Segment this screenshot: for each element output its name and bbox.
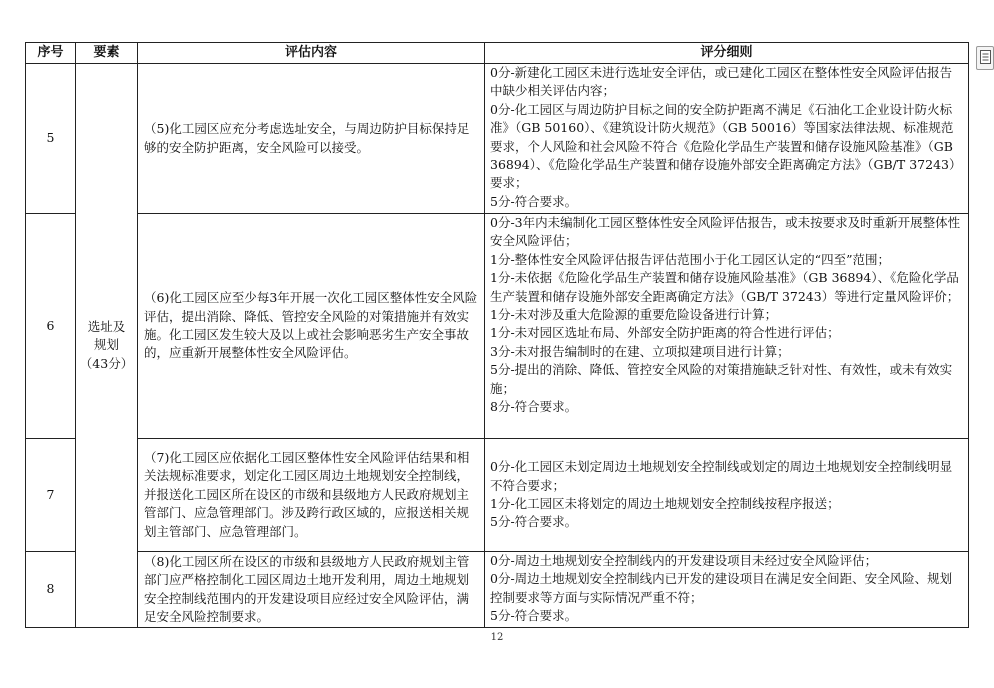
row-number: 8 — [26, 552, 76, 628]
rule-item: 1分-未对园区选址布局、外部安全防护距离的符合性进行评估； — [490, 325, 840, 341]
row-number: 6 — [26, 214, 76, 439]
table-header-row — [26, 43, 969, 64]
rule-item: 0分-3年内未编制化工园区整体性安全风险评估报告，或未按要求及时重新开展整体性安全风险评估； — [490, 215, 961, 249]
rule-item: 3分-未对报告编制时的在建、立项拟建项目进行计算； — [490, 343, 790, 359]
header-content: 评估内容 — [138, 43, 485, 64]
element-score: （43分） — [79, 355, 134, 371]
row-number: 5 — [26, 64, 76, 214]
rule-item: 1分-未对涉及重大危险源的重要危险设备进行计算； — [490, 307, 778, 323]
document-icon — [980, 50, 991, 64]
element-line: 选址及 — [87, 318, 126, 334]
evaluation-table — [25, 42, 969, 628]
rule-item: 5分-符合要求。 — [490, 514, 578, 530]
rule-item: 1分-未依据《危险化学品生产装置和储存设施风险基准》（GB 36894）、《危险化学品生产装置和储存设施外部安全距离确定方法》（GB/T 37243）等进行定量风险评价； — [490, 270, 960, 304]
page-number: 12 — [490, 632, 504, 643]
rule-item: 0分-周边土地规划安全控制线内的开发建设项目未经过安全风险评估； — [490, 553, 878, 568]
evaluation-content: （6)化工园区应至少每3年开展一次化工园区整体性安全风险评估，提出消除、降低、管控安全风险的对策措施并有效实施。化工园区发生较大及以上或社会影响恶劣生产安全事故的，应重新开展整体性安全风险评估。 — [138, 214, 485, 439]
table-row — [26, 64, 969, 214]
row-number: 7 — [26, 439, 76, 552]
rule-item: 0分-新建化工园区未进行选址安全评估，或已建化工园区在整体性安全风险评估报告中缺少相关评估内容； — [490, 65, 953, 99]
evaluation-content: （8)化工园区所在设区的市级和县级地方人民政府规划主管部门应严格控制化工园区周边土地开发利用，周边土地规划安全控制线范围内的开发建设项目应经过安全风险评估，满足安全风险控制要求。 — [138, 552, 485, 628]
document-panel-icon[interactable] — [976, 46, 994, 70]
element-line: 规划 — [93, 337, 119, 353]
scoring-rules — [485, 439, 969, 552]
evaluation-content: （7)化工园区应依据化工园区整体性安全风险评估结果和相关法规标准要求，划定化工园区周边土地规划安全控制线，并报送化工园区所在设区的市级和县级地方人民政府规划主管部门、应急管理部门。涉及跨行政区域的，应报送相关规划主管部门、应急管理部门。 — [138, 439, 485, 552]
evaluation-content: （5)化工园区应充分考虑选址安全，与周边防护目标保持足够的安全防护距离，安全风险可以接受。 — [138, 64, 485, 214]
rule-item: 0分-化工园区与周边防护目标之间的安全防护距离不满足《石油化工企业设计防火标准》（GB 50160）、《建筑设计防火规范》（GB 50016）等国家法律法规、标准规范要求，个人风险和社会风险不符合《危险化学品生产装置和储存设施风险基准》（GB 36894）、《危险化学品生产装置和储存设施外部安全距离确定方法》（GB/T 37243）要求； — [490, 101, 962, 191]
table-row — [26, 439, 969, 552]
rule-item: 5分-符合要求。 — [490, 193, 578, 209]
element-cell — [76, 64, 138, 628]
header-no: 序号 — [26, 43, 76, 64]
scoring-rules — [485, 64, 969, 214]
rule-item: 0分-化工园区未划定周边土地规划安全控制线或划定的周边土地规划安全控制线明显不符合要求； — [490, 459, 953, 493]
rule-item: 5分-符合要求。 — [490, 608, 578, 624]
rule-item: 1分-化工园区未将划定的周边土地规划安全控制线按程序报送； — [490, 496, 840, 511]
scoring-rules — [485, 552, 969, 628]
rule-item: 1分-整体性安全风险评估报告评估范围小于化工园区认定的“四至”范围； — [490, 251, 890, 267]
table-row — [26, 214, 969, 439]
scoring-rules — [485, 214, 969, 439]
rule-item: 5分-提出的消除、降低、管控安全风险的对策措施缺乏针对性、有效性，或未有效实施； — [490, 362, 953, 396]
rule-item: 8分-符合要求。 — [490, 399, 578, 415]
header-element: 要素 — [76, 43, 138, 64]
table-row — [26, 552, 969, 628]
rule-item: 0分-周边土地规划安全控制线内已开发的建设项目在满足安全间距、安全风险、规划控制要求等方面与实际情况严重不符； — [490, 571, 953, 605]
header-rules: 评分细则 — [485, 43, 969, 64]
